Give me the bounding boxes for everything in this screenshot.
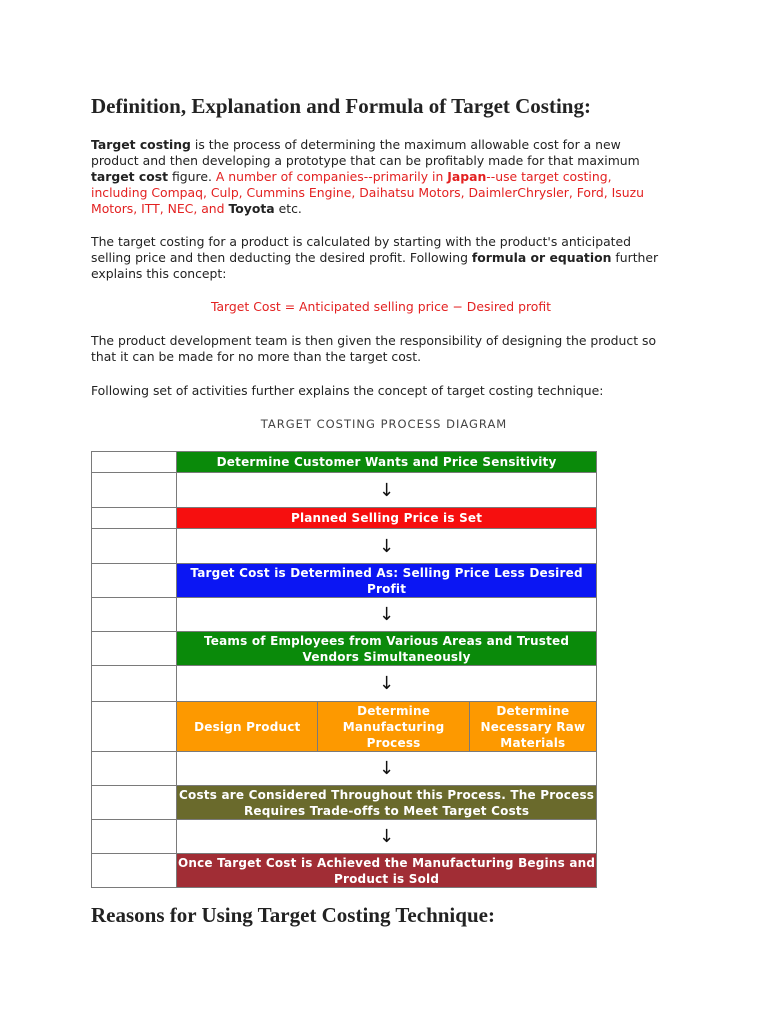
- down-arrow-icon: ↓: [177, 529, 597, 564]
- process-diagram: [91, 451, 597, 888]
- step-manufacturing-process: Determine Manufacturing Process: [318, 702, 469, 752]
- companies-note: A number of companies--primarily in Japan--use target costing, including Compaq, Culp, Cummins Engine, Daihatsu Motors, DaimlerChrysler, Ford, Isuzu Motors, ITT, NEC, and: [91, 169, 644, 216]
- term-target-cost: target cost: [91, 169, 169, 184]
- step-design-product: Design Product: [177, 702, 318, 752]
- step-selling-price: Planned Selling Price is Set: [177, 508, 597, 529]
- page-title: Definition, Explanation and Formula of Target Costing:: [91, 94, 591, 118]
- down-arrow-icon: ↓: [177, 666, 597, 702]
- responsibility-paragraph: The product development team is then given the responsibility of designing the product so that it can be made for no more than the target cost.: [91, 333, 657, 364]
- down-arrow-icon: ↓: [177, 820, 597, 854]
- down-arrow-icon: ↓: [177, 752, 597, 786]
- step-manufacturing-begins: Once Target Cost is Achieved the Manufacturing Begins and Product is Sold: [177, 855, 596, 886]
- down-arrow-icon: ↓: [177, 598, 597, 632]
- term-target-costing: Target costing: [91, 137, 191, 152]
- activities-paragraph: Following set of activities further explains the concept of target costing technique:: [91, 383, 604, 398]
- term-toyota: Toyota: [228, 201, 275, 216]
- down-arrow-icon: ↓: [177, 473, 597, 508]
- step-teams: Teams of Employees from Various Areas and Trusted Vendors Simultaneously: [177, 632, 597, 666]
- step-target-cost: Target Cost is Determined As: Selling Price Less Desired Profit: [177, 564, 597, 598]
- section-heading-reasons: Reasons for Using Target Costing Technique:: [91, 903, 495, 927]
- step-costs-considered: Costs are Considered Throughout this Process. The Process Requires Trade-offs to Meet Target Costs: [177, 786, 597, 820]
- intro-paragraph: Target costing is the process of determining the maximum allowable cost for a new product and then developing a prototype that can be profitably made for that maximum target cost figure. A number of companies--primarily in Japan--use target costing, including Compaq, Culp, Cummins Engine, Daihatsu Motors, DaimlerChrysler, Ford, Isuzu Motors, ITT, NEC, and Toyota etc.: [91, 137, 644, 216]
- step-raw-materials: Determine Necessary Raw Materials: [469, 702, 596, 752]
- calculation-paragraph: The target costing for a product is calculated by starting with the product's anticipated selling price and then deducting the desired profit. Following formula or equation further explains this concept:: [91, 234, 659, 281]
- step-customer-wants: Determine Customer Wants and Price Sensitivity: [177, 452, 597, 473]
- diagram-title: TARGET COSTING PROCESS DIAGRAM: [260, 417, 508, 431]
- formula: Target Cost = Anticipated selling price − Desired profit: [210, 299, 552, 314]
